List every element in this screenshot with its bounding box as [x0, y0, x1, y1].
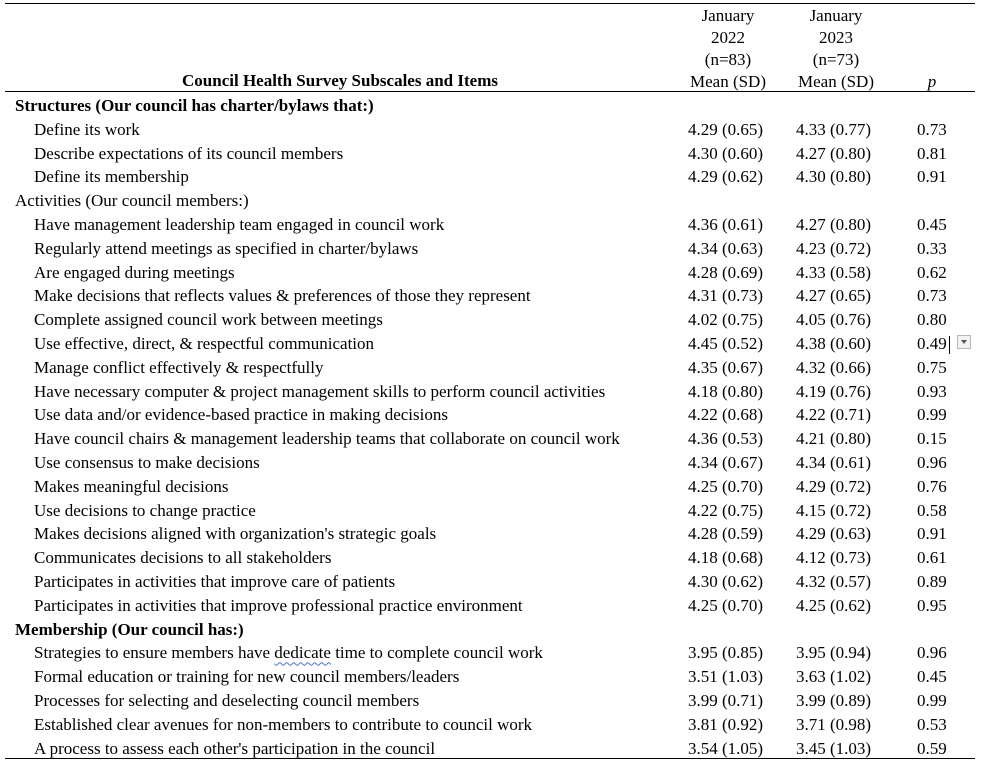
mean-2023-cell: 4.12 (0.73) — [796, 548, 872, 568]
mean-2023-cell: 4.29 (0.63) — [796, 524, 872, 544]
p-value-cell: 0.62 — [917, 262, 947, 282]
mean-2022-cell: 4.35 (0.67) — [688, 357, 764, 377]
mean-2023-cell: 4.23 (0.72) — [796, 238, 872, 258]
mean-2022-cell: 4.36 (0.61) — [688, 214, 764, 234]
mean-2022-cell: 3.99 (0.71) — [688, 690, 764, 710]
mean-2023-cell: 4.27 (0.80) — [796, 143, 872, 163]
mean-2023-cell: 4.32 (0.57) — [796, 571, 872, 591]
item-label: Regularly attend meetings as specified in charter/bylaws — [34, 238, 419, 258]
table-row — [0, 641, 982, 665]
mean-2022-cell: 4.22 (0.75) — [688, 500, 764, 520]
mean-2023-cell: 4.19 (0.76) — [796, 381, 872, 401]
mean-2022-cell: 4.02 (0.75) — [688, 310, 764, 330]
table-row — [0, 237, 982, 261]
section-header-row — [0, 618, 982, 642]
p-value-cell: 0.91 — [917, 167, 947, 187]
header-2023-line1: January — [809, 6, 863, 25]
p-value-cell: 0.96 — [917, 452, 947, 472]
mean-2023-cell: 3.95 (0.94) — [796, 643, 872, 663]
item-label: Processes for selecting and deselecting council members — [34, 690, 420, 710]
table-row — [0, 570, 982, 594]
mean-2022-cell: 4.29 (0.65) — [688, 119, 764, 139]
mean-2022-cell: 4.34 (0.63) — [688, 238, 764, 258]
mean-2022-cell: 3.95 (0.85) — [688, 643, 764, 663]
item-label: Are engaged during meetings — [34, 262, 235, 282]
mean-2023-cell: 4.38 (0.60) — [796, 333, 872, 353]
item-label: Define its membership — [34, 167, 189, 187]
header-2023-line2: 2023 — [819, 28, 853, 47]
item-label: Make decisions that reflects values & preferences of those they represent — [34, 286, 531, 306]
table-row — [0, 308, 982, 332]
item-label: Participates in activities that improve care of patients — [34, 571, 396, 591]
spellcheck-flagged-word: dedicate — [274, 643, 331, 663]
p-value-cell: 0.81 — [917, 143, 947, 163]
mean-2023-cell: 4.33 (0.58) — [796, 262, 872, 282]
p-value-cell: 0.58 — [917, 500, 947, 520]
table-header-rule — [5, 91, 975, 92]
table-row — [0, 546, 982, 570]
p-value-cell: 0.93 — [917, 381, 947, 401]
p-value-cell: 0.45 — [917, 667, 947, 687]
mean-2023-cell: 3.99 (0.89) — [796, 690, 872, 710]
item-label: Have necessary computer & project management skills to perform council activities — [34, 381, 606, 401]
mean-2023-cell: 4.15 (0.72) — [796, 500, 872, 520]
mean-2023-cell: 3.45 (1.03) — [796, 738, 872, 758]
mean-2023-cell: 4.27 (0.80) — [796, 214, 872, 234]
mean-2022-cell: 4.45 (0.52) — [688, 333, 764, 353]
p-value-cell: 0.95 — [917, 595, 947, 615]
table-row — [0, 284, 982, 308]
mean-2022-cell: 4.25 (0.70) — [688, 595, 764, 615]
table-row — [0, 165, 982, 189]
p-value-cell: 0.61 — [917, 548, 947, 568]
header-2022-line4: Mean (SD) — [689, 72, 766, 91]
mean-2022-cell: 4.30 (0.62) — [688, 571, 764, 591]
p-value-cell: 0.96 — [917, 643, 947, 663]
p-value-cell: 0.59 — [917, 738, 947, 758]
mean-2023-cell: 4.25 (0.62) — [796, 595, 872, 615]
mean-2022-cell: 4.29 (0.62) — [688, 167, 764, 187]
table-row — [0, 594, 982, 618]
p-value-cell: 0.73 — [917, 119, 947, 139]
table-row — [0, 142, 982, 166]
text-cursor — [949, 336, 950, 354]
mean-2022-cell: 4.34 (0.67) — [688, 452, 764, 472]
p-value-cell: 0.99 — [917, 405, 947, 425]
mean-2023-cell: 4.05 (0.76) — [796, 310, 872, 330]
table-row — [0, 522, 982, 546]
mean-2023-cell: 3.63 (1.02) — [796, 667, 872, 687]
mean-2023-cell: 4.33 (0.77) — [796, 119, 872, 139]
item-label: Define its work — [34, 119, 140, 139]
mean-2023-cell: 4.29 (0.72) — [796, 476, 872, 496]
p-value-cell: 0.73 — [917, 286, 947, 306]
mean-2023-cell: 4.27 (0.65) — [796, 286, 872, 306]
mean-2023-cell: 4.32 (0.66) — [796, 357, 872, 377]
table-row — [0, 737, 982, 761]
mean-2023-cell: 4.22 (0.71) — [796, 405, 872, 425]
mean-2023-cell: 4.34 (0.61) — [796, 452, 872, 472]
item-label: Established clear avenues for non-members to contribute to council work — [34, 714, 533, 734]
header-jan-2022 — [688, 5, 768, 93]
header-p-value: p — [927, 72, 937, 91]
item-label: Use data and/or evidence-based practice in making decisions — [34, 405, 448, 425]
header-2022-line3: (n=83) — [704, 50, 752, 69]
table-title: Council Health Survey Subscales and Items — [182, 71, 498, 90]
p-value-cell: 0.76 — [917, 476, 947, 496]
p-value-cell: 0.45 — [917, 214, 947, 234]
table-row — [0, 332, 982, 356]
p-value-cell: 0.53 — [917, 714, 947, 734]
section-header-row — [0, 94, 982, 118]
table-row — [0, 118, 982, 142]
p-value-cell: 0.15 — [917, 429, 947, 449]
p-value-cell: 0.80 — [917, 310, 947, 330]
mean-2022-cell: 4.22 (0.68) — [688, 405, 764, 425]
p-value-cell: 0.89 — [917, 571, 947, 591]
mean-2022-cell: 4.36 (0.53) — [688, 429, 764, 449]
table-row — [0, 689, 982, 713]
table-row — [0, 451, 982, 475]
mean-2022-cell: 4.28 (0.59) — [688, 524, 764, 544]
item-label: Complete assigned council work between meetings — [34, 310, 383, 330]
section-label: Structures (Our council has charter/bylaws that:) — [15, 96, 374, 115]
item-label: Communicates decisions to all stakeholders — [34, 548, 332, 568]
mean-2022-cell: 4.30 (0.60) — [688, 143, 764, 163]
item-label: Makes meaningful decisions — [34, 476, 229, 496]
mean-2022-cell: 4.18 (0.68) — [688, 548, 764, 568]
mean-2022-cell: 3.54 (1.05) — [688, 738, 764, 758]
mean-2023-cell: 4.21 (0.80) — [796, 429, 872, 449]
p-value-cell: 0.33 — [917, 238, 947, 258]
table-body — [0, 94, 982, 760]
item-label: Makes decisions aligned with organization's strategic goals — [34, 524, 437, 544]
header-2023-line4: Mean (SD) — [797, 72, 874, 91]
item-label: Manage conflict effectively & respectfully — [34, 357, 324, 377]
table-row — [0, 499, 982, 523]
table-row — [0, 427, 982, 451]
item-label: A process to assess each other's participation in the council — [34, 738, 436, 758]
table-row — [0, 475, 982, 499]
mean-2022-cell: 4.25 (0.70) — [688, 476, 764, 496]
item-label: Use decisions to change practice — [34, 500, 256, 520]
mean-2022-cell: 3.81 (0.92) — [688, 714, 764, 734]
table-row — [0, 713, 982, 737]
p-value-cell: 0.91 — [917, 524, 947, 544]
header-2023-line3: (n=73) — [812, 50, 860, 69]
item-label-part: time to complete council work — [330, 643, 543, 663]
table-row — [0, 665, 982, 689]
table-row — [0, 356, 982, 380]
mean-2022-cell: 4.18 (0.80) — [688, 381, 764, 401]
paste-options-dropdown-icon[interactable] — [957, 335, 971, 349]
table-row — [0, 261, 982, 285]
mean-2022-cell: 3.51 (1.03) — [688, 667, 764, 687]
item-label: Describe expectations of its council members — [34, 143, 344, 163]
item-label — [34, 641, 543, 665]
header-2022-line2: 2022 — [711, 28, 745, 47]
section-label: Activities (Our council members:) — [15, 191, 249, 211]
mean-2023-cell: 3.71 (0.98) — [796, 714, 872, 734]
item-label: Use consensus to make decisions — [34, 452, 260, 472]
header-2022-line1: January — [701, 6, 755, 25]
table-bottom-rule — [5, 758, 975, 759]
item-label-part: Strategies to ensure members have — [34, 643, 275, 663]
p-value-cell: 0.99 — [917, 690, 947, 710]
table-top-rule — [5, 3, 975, 4]
item-label: Participates in activities that improve professional practice environment — [34, 595, 523, 615]
mean-2022-cell: 4.31 (0.73) — [688, 286, 764, 306]
p-value-cell: 0.75 — [917, 357, 947, 377]
section-header-row — [0, 189, 982, 213]
section-label: Membership (Our council has:) — [15, 619, 244, 639]
item-label: Have council chairs & management leadership teams that collaborate on council work — [34, 429, 620, 449]
table-row — [0, 213, 982, 237]
item-label: Use effective, direct, & respectful communication — [34, 333, 375, 353]
item-label: Formal education or training for new council members/leaders — [34, 667, 460, 687]
table-row — [0, 403, 982, 427]
header-jan-2023 — [796, 5, 876, 93]
item-label: Have management leadership team engaged in council work — [34, 214, 445, 234]
mean-2022-cell: 4.28 (0.69) — [688, 262, 764, 282]
p-value-cell: 0.49 — [917, 333, 947, 353]
mean-2023-cell: 4.30 (0.80) — [796, 167, 872, 187]
table-row — [0, 380, 982, 404]
